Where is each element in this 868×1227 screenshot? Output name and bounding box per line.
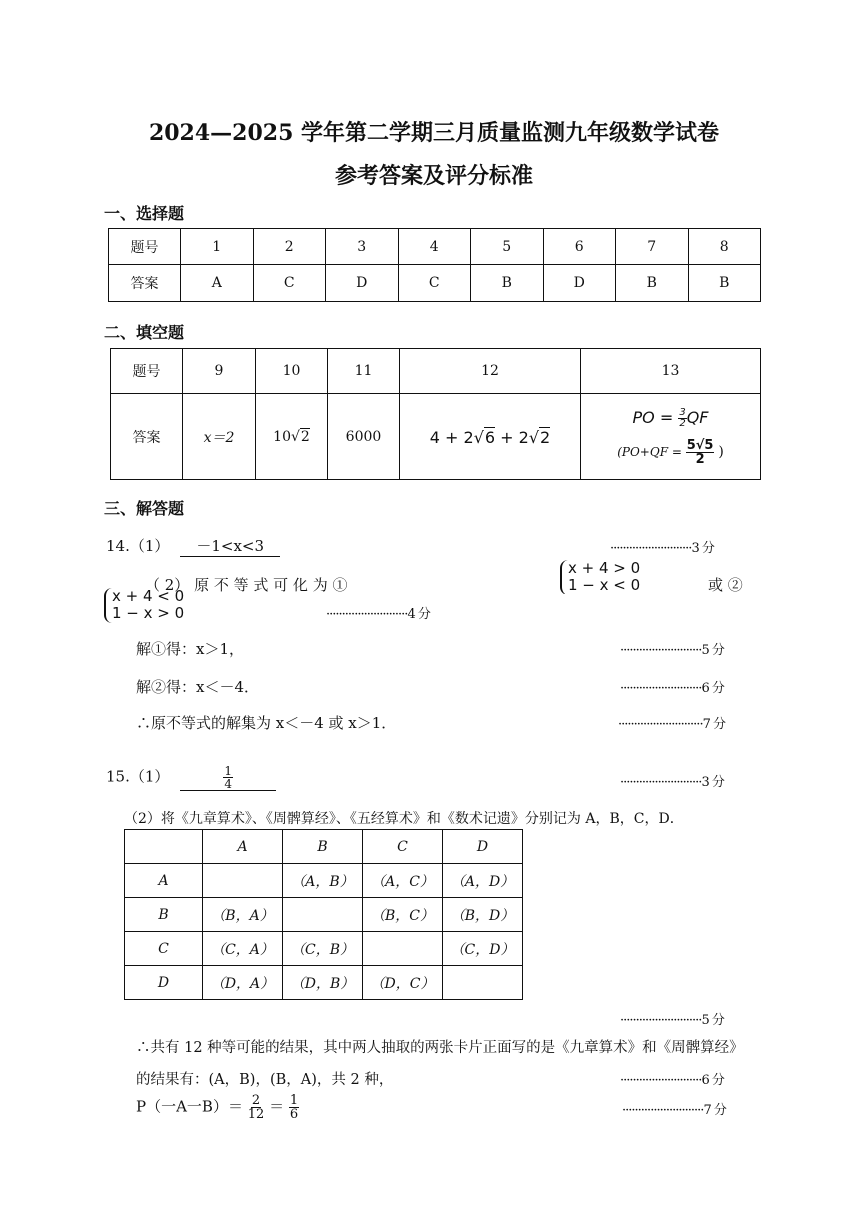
q15-probability	[136, 1094, 299, 1121]
probability-denominator-2: 6	[289, 1107, 299, 1122]
q15-part2-intro: （2）将《九章算术》、《周髀算经》、《五经算术》和《数术记遗》分别记为 A，B，C，D．	[124, 811, 684, 827]
table-header-cell: 答案	[111, 394, 183, 480]
table-cell: A	[181, 265, 254, 302]
table-cell: 4 + 2√6 + 2√2	[400, 394, 581, 480]
table-cell: 13	[581, 349, 761, 394]
table-cell: B	[616, 265, 689, 302]
q14-part2-score: ··························4 分	[326, 607, 430, 622]
answer-13-alt-denominator: 2	[695, 451, 705, 467]
table-cell: （D，A）	[203, 966, 283, 1000]
table-cell: （B，A）	[203, 898, 283, 932]
table-cell: 1	[181, 229, 254, 265]
q15-part1-numerator: 1	[224, 764, 232, 778]
q15-conclusion-line-1: ∴共有 12 种等可能的结果，其中两人抽取的两张卡片正面写的是《九章算术》和《周髀算经》	[136, 1040, 744, 1056]
probability-numerator-2: 1	[289, 1093, 299, 1108]
table-header-cell: A	[203, 830, 283, 864]
answer-12-radicand-2: 2	[540, 427, 551, 447]
table-cell: D	[543, 265, 616, 302]
section-heading-choice: 一、选择题	[104, 204, 185, 223]
answer-13-lhs: PO =	[632, 407, 674, 427]
fill-answer-table	[110, 348, 761, 480]
answer-11: 6000	[345, 428, 382, 445]
table-cell	[283, 898, 363, 932]
outcome-table	[124, 829, 523, 1000]
probability-equals: ＝	[269, 1097, 285, 1116]
answer-13-numerator: 3	[679, 406, 686, 418]
table-cell: D	[326, 265, 399, 302]
answer-12-part-a: 4 + 2	[429, 427, 474, 447]
table-cell	[328, 394, 400, 480]
q15-conclusion-line-2: 的结果有：(A，B)，(B，A)，共 2 种，	[136, 1072, 394, 1088]
answer-10-radicand: 2	[300, 429, 310, 445]
table-cell: 10	[256, 349, 328, 394]
table-cell: （B，C）	[363, 898, 443, 932]
table-cell: C	[253, 265, 326, 302]
table-cell: （C，A）	[203, 932, 283, 966]
table-cell: B	[471, 265, 544, 302]
section-heading-solve: 三、解答题	[104, 499, 185, 518]
table-cell: 3	[326, 229, 399, 265]
probability-numerator-1: 2	[251, 1093, 261, 1108]
table-cell: 2	[253, 229, 326, 265]
answer-13-alt-numerator: 5√5	[686, 437, 714, 453]
q14-step-1-score: ··························5 分	[620, 643, 724, 658]
q14-part1-answer: －1<x<3	[180, 535, 280, 557]
table-cell: 7	[616, 229, 689, 265]
choice-answer-table	[108, 228, 761, 302]
table-cell: C	[398, 265, 471, 302]
answer-13-alt-prefix: (PO+QF =	[617, 444, 682, 459]
system-1-line-2: 1 − x < 0	[568, 576, 641, 594]
table-row-header: D	[125, 966, 203, 1000]
answer-12-part-b: + 2	[495, 427, 529, 447]
probability-label: P（一A一B）＝	[136, 1097, 243, 1116]
answer-13-denominator: 2	[679, 417, 686, 429]
q14-step-2-score: ··························6 分	[620, 681, 724, 696]
table-cell: 8	[688, 229, 761, 265]
table-cell: （B，D）	[443, 898, 523, 932]
table-cell	[183, 394, 256, 480]
table-cell: （A，D）	[443, 864, 523, 898]
q15-part1-denominator: 4	[224, 777, 232, 791]
table-cell: 6	[543, 229, 616, 265]
q14-step-1: 解①得：x＞1，	[136, 640, 245, 658]
table-cell: 11	[328, 349, 400, 394]
table-cell: （C，B）	[283, 932, 363, 966]
table-cell	[443, 966, 523, 1000]
section-heading-fill: 二、填空题	[104, 323, 185, 342]
table-cell	[363, 932, 443, 966]
table-header-cell: 题号	[109, 229, 181, 265]
answer-13-alt-suffix: )	[718, 443, 724, 460]
table-cell: 5	[471, 229, 544, 265]
table-cell: 4	[398, 229, 471, 265]
answer-13-rhs: QF	[686, 407, 709, 427]
q14-part1	[106, 535, 280, 557]
q14-part1-label: 14.（1）	[106, 537, 170, 555]
q14-conclusion-score: ···························7 分	[618, 717, 725, 732]
table-cell: 9	[183, 349, 256, 394]
q14-part2-intro: （ 2） 原 不 等 式 可 化 为 ①	[145, 576, 348, 594]
table-header-cell: B	[283, 830, 363, 864]
q15-part1-score: ··························3 分	[620, 775, 724, 790]
q15-table-score: ··························5 分	[620, 1013, 724, 1028]
system-2-line-1: x + 4 < 0	[112, 587, 185, 605]
table-cell: （C，D）	[443, 932, 523, 966]
q14-part1-score: ··························3 分	[610, 541, 714, 556]
table-row-header: A	[125, 864, 203, 898]
q14-system-2	[104, 588, 184, 623]
answer-10-coefficient: 10	[273, 429, 291, 445]
table-row-header: C	[125, 932, 203, 966]
table-cell	[203, 864, 283, 898]
probability-denominator-1: 12	[247, 1107, 265, 1122]
system-2-line-2: 1 − x > 0	[112, 604, 185, 623]
table-header-cell: 答案	[109, 265, 181, 302]
table-cell: （D，C）	[363, 966, 443, 1000]
q14-conclusion: ∴原不等式的解集为 x＜－4 或 x＞1．	[136, 714, 397, 732]
q15-part1	[106, 765, 276, 791]
table-cell: B	[688, 265, 761, 302]
table-cell: 10√2	[256, 394, 328, 480]
answer-12-radicand-1: 6	[484, 427, 496, 447]
table-cell: （A，B）	[283, 864, 363, 898]
table-header-cell: C	[363, 830, 443, 864]
answer-9: x＝2	[203, 429, 235, 446]
q14-or-label: 或 ②	[708, 576, 743, 594]
table-row-header: B	[125, 898, 203, 932]
q15-probability-score: ··························7 分	[622, 1103, 726, 1118]
system-1-line-1: x + 4 > 0	[568, 560, 641, 577]
table-cell: （D，B）	[283, 966, 363, 1000]
table-cell: （A，C）	[363, 864, 443, 898]
q14-system-1	[560, 560, 640, 594]
q15-part1-label: 15.（1）	[106, 767, 170, 786]
table-header-cell	[125, 830, 203, 864]
q14-step-2: 解②得：x＜－4．	[136, 678, 260, 696]
table-header-cell: 题号	[111, 349, 183, 394]
page-subtitle: 参考答案及评分标准	[334, 163, 533, 189]
table-cell: 12	[400, 349, 581, 394]
table-cell	[581, 394, 761, 480]
q15-conclusion-score: ··························6 分	[620, 1073, 724, 1088]
page-title: 2024—2025 学年第二学期三月质量监测九年级数学试卷	[148, 120, 720, 146]
table-header-cell: D	[443, 830, 523, 864]
